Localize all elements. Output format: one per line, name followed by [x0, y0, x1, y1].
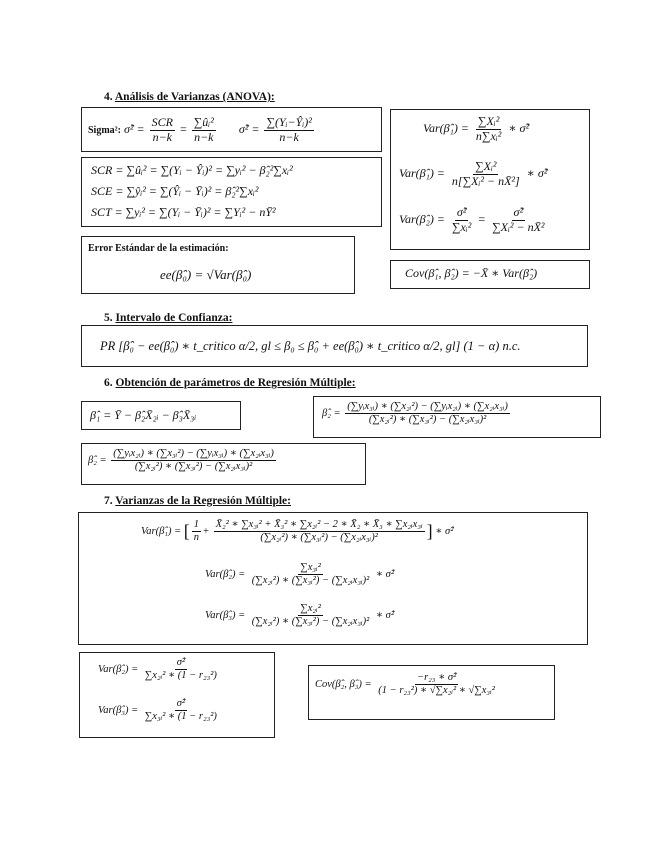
b2-multiple-alt-box: [81, 443, 366, 485]
cov-b2-b3-box: [308, 665, 555, 720]
section-6-heading: [104, 377, 356, 389]
fraction: [264, 116, 313, 145]
b2-multiple-box: [313, 396, 601, 438]
scr-formula: SCR = ∑ûᵢ² = ∑(Yᵢ − Ŷᵢ)² = ∑yᵢ² − β̂₂²∑xᵢ²: [91, 163, 293, 177]
lhs: Var(β̂₁) =: [399, 166, 445, 181]
denominator: n−k: [194, 129, 214, 144]
numerator: ∑ûᵢ²: [193, 115, 214, 129]
denominator: (∑x₂ᵢ²) ∗ (∑x₃ᵢ²) − (∑x₂ᵢx₃ᵢ)²: [134, 461, 253, 473]
numerator: SCR: [151, 115, 173, 129]
standard-error-label: Error Estándar de la estimación:: [88, 243, 229, 254]
lhs: Var(β̂₃) =: [98, 704, 139, 716]
var-r-b3-formula: [98, 698, 221, 723]
lhs: β̂₂ =: [88, 454, 107, 466]
fraction: [192, 116, 216, 145]
lhs: β̂₂ =: [322, 407, 341, 419]
var-b1-formula-a: [423, 115, 529, 144]
fraction: [490, 206, 546, 235]
confidence-interval-box: [81, 325, 588, 367]
variance-b1-b2-box: [390, 109, 590, 250]
section-title: Obtención de parámetros de Regresión Múltiple:: [115, 377, 356, 389]
numerator: σ̂²: [175, 698, 187, 711]
denominator: ∑x₂ᵢ² ∗ (1 − r₂₃²): [144, 670, 217, 682]
denominator: n−k: [152, 129, 173, 144]
fraction: [450, 160, 522, 189]
lhs: Var(β̂₃) =: [205, 609, 246, 621]
fraction: [345, 401, 510, 426]
variance-r23-box: [79, 652, 275, 738]
numerator: ∑(Yᵢ−Ŷᵢ)²: [266, 115, 312, 129]
sigma-hat: σ̂² =: [124, 122, 145, 137]
numerator: X̄₂² ∗ ∑x₃ᵢ² + X̄₃² ∗ ∑x₂ᵢ² − 2 ∗ X̄₂ ∗ X̄₃ ∗ ∑x₂ᵢx₃ᵢ: [214, 519, 425, 532]
numerator: −r₂₃ ∗ σ̂²: [415, 672, 458, 685]
var-r-b2-formula: [98, 657, 221, 682]
cov-b1-b2-box: [390, 260, 590, 289]
numerator: ∑Xᵢ²: [475, 159, 497, 173]
section-title: Intervalo de Confianza:: [115, 312, 233, 324]
sigma-box: [81, 107, 382, 152]
section-number: 5.: [104, 312, 113, 324]
var-b1-formula-b: [399, 160, 547, 189]
section-4-heading: [104, 91, 275, 103]
numerator: (∑yᵢx₂ᵢ) ∗ (∑x₃ᵢ²) − (∑yᵢx₃ᵢ) ∗ (∑x₂ᵢx₃ᵢ): [111, 448, 276, 461]
fraction: [250, 603, 372, 628]
numerator: ∑x₂ᵢ²: [298, 603, 323, 616]
section-5-heading: [104, 312, 232, 324]
tail: ∗ σ̂²: [508, 121, 529, 136]
sigma-hat: σ̂² =: [238, 122, 260, 137]
tail: ∗ σ̂²: [526, 166, 548, 181]
fraction: [111, 448, 276, 473]
ee-b0-formula: ee(β̂₀) = √Var(β̂₀): [160, 267, 252, 282]
denominator: (∑x₂ᵢ²) ∗ (∑x₃ᵢ²) − (∑x₂ᵢx₃ᵢ)²: [251, 616, 370, 628]
denominator: (∑x₂ᵢ²) ∗ (∑x₃ᵢ²) − (∑x₂ᵢx₃ᵢ)²: [260, 532, 378, 544]
lhs: Var(β̂₂) =: [98, 663, 139, 675]
denominator: (∑x₂ᵢ²) ∗ (∑x₃ᵢ²) − (∑x₂ᵢx₃ᵢ)²: [251, 575, 370, 587]
b2-multiple-formula: [322, 401, 512, 426]
numerator: σ̂²: [456, 205, 467, 219]
fraction: [250, 562, 372, 587]
b1-multiple-box: [81, 401, 241, 430]
lhs: Var(β̂₂) =: [205, 568, 246, 580]
denominator: ∑x₃ᵢ² ∗ (1 − r₂₃²): [144, 711, 217, 723]
fraction: $\frac{1}{n}$: [193, 519, 200, 544]
var-b2-formula: Var(β̂₂) = $\frac{\text{σ̂²}}{\text{∑xᵢ²}}$ = $\frac{\text{σ̂²}}{\text{∑Xᵢ² − nX̄²}}$: [399, 205, 545, 234]
section-7-heading: [104, 495, 291, 507]
var7-b2-formula: [205, 562, 394, 587]
fraction: [150, 116, 175, 145]
section-title: Varianzas de la Regresión Múltiple:: [115, 495, 291, 507]
fraction: [143, 698, 219, 723]
var7-b1-formula: Var(β̂₁) = [ $\frac{1}{n}$ + $\frac{\text{X̄₂² ∗ ∑x₃ᵢ² + X̄₃² ∗ ∑x₂ᵢ² − 2 ∗ X̄₂ ∗ X̄₃ ∗ ∑x₂ᵢx₃ᵢ}}{\text{(∑x₂ᵢ²) ∗ (∑x₃ᵢ²) − (∑x₂ᵢx₃ᵢ)²}}$ ] ∗ σ̂²: [141, 519, 454, 544]
confidence-interval-formula: PR [β̂₀ − ee(β̂₀) ∗ t_critico α/2, gl ≤ β₀ ≤ β̂₀ + ee(β̂₀) ∗ t_critico α/2, gl] (1 − α) n.c.: [100, 339, 521, 353]
sigma-formula: Sigma²: σ̂² = $\frac{\text{SCR}}{n-k}$ = $\frac{\text{∑ûᵢ²}}{n-k}$ σ̂² = $\frac{\text{∑(Yᵢ−Ŷᵢ)²}}{n-k}$: [88, 115, 312, 144]
denominator: ∑Xᵢ² − nX̄²: [492, 219, 545, 234]
b2-multiple-alt-formula: [88, 448, 278, 473]
cov-b1-b2-formula: Cov(β̂₁, β̂₂) = −X̄ ∗ Var(β̂₂): [405, 266, 538, 280]
tail: ∗ σ̂²: [375, 609, 395, 621]
denominator: ∑xᵢ²: [451, 219, 472, 234]
lhs: Cov(β̂₂, β̂₃) =: [315, 678, 372, 690]
tail: ∗ σ̂²: [435, 525, 454, 537]
numerator: ∑Xᵢ²: [477, 114, 500, 128]
denominator: n−k: [279, 129, 299, 144]
sce-formula: SCE = ∑ŷᵢ² = ∑(Ŷᵢ − Ȳᵢ)² = β̂₂²∑xᵢ²: [91, 184, 259, 198]
numerator: σ̂²: [513, 205, 524, 219]
lhs: Var(β̂₂) =: [399, 212, 445, 227]
section-number: 6.: [104, 377, 113, 389]
standard-error-box: [81, 236, 355, 294]
section-number: 7.: [104, 495, 113, 507]
multiple-variance-box: [78, 512, 588, 645]
denominator: n[∑Xᵢ² − nX̄²]: [451, 173, 520, 188]
sigma-label: Sigma²:: [88, 125, 121, 137]
section-number: 4.: [104, 91, 113, 103]
lhs: Var(β̂₁) =: [423, 121, 469, 136]
denominator: (∑x₂ᵢ²) ∗ (∑x₃ᵢ²) − (∑x₂ᵢx₃ᵢ)²: [368, 414, 487, 426]
numerator: (∑yᵢx₃ᵢ) ∗ (∑x₂ᵢ²) − (∑yᵢx₂ᵢ) ∗ (∑x₂ᵢx₃ᵢ): [345, 401, 510, 414]
tail: ∗ σ̂²: [375, 568, 395, 580]
fraction: [450, 206, 473, 235]
lhs: Var(β̂₁) =: [141, 525, 182, 537]
var7-b3-formula: [205, 603, 394, 628]
b1-multiple-formula: β̂₁ = Ȳ − β̂₂X̄₂ᵢ − β̂₃X̄₃ᵢ: [90, 408, 197, 422]
section-title: Análisis de Varianzas (ANOVA):: [114, 91, 275, 103]
cov-b2-b3-formula: [315, 672, 499, 697]
numerator: ∑x₃ᵢ²: [298, 562, 323, 575]
fraction: [474, 115, 503, 144]
denominator: (1 − r₂₃²) ∗ √∑x₂ᵢ² ∗ √∑x₃ᵢ²: [378, 685, 495, 697]
fraction: [214, 519, 425, 544]
fraction: [143, 657, 219, 682]
sums-of-squares-box: [81, 157, 382, 227]
fraction: [376, 672, 497, 697]
sct-formula: SCT = ∑yᵢ² = ∑(Yᵢ − Ȳᵢ)² = ∑Yᵢ² − nȲ²: [91, 205, 276, 219]
denominator: n∑xᵢ²: [475, 128, 502, 143]
numerator: σ̂²: [175, 657, 187, 670]
